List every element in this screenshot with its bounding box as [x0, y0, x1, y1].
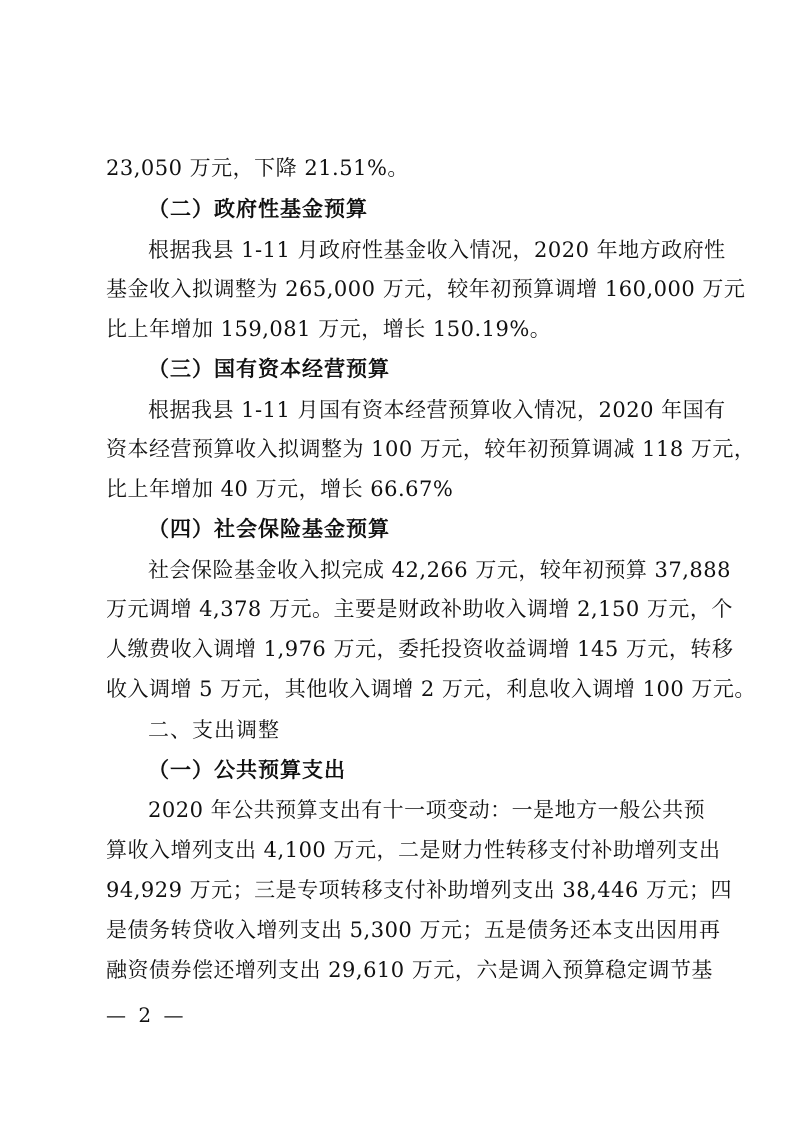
text-line: 根据我县 1-11 月国有资本经营预算收入情况，2020 年国有	[148, 398, 726, 422]
text-line: 融资债券偿还增列支出 29,610 万元，六是调入预算稳定调节基	[106, 958, 713, 982]
text-line: 人缴费收入调增 1,976 万元，委托投资收益调增 145 万元，转移	[106, 637, 734, 661]
text-line: 基金收入拟调整为 265,000 万元，较年初预算调增 160,000 万元	[106, 277, 746, 301]
text-line: 94,929 万元；三是专项转移支付补助增列支出 38,446 万元；四	[106, 878, 732, 902]
text-line: 2020 年公共预算支出有十一项变动：一是地方一般公共预	[148, 798, 706, 822]
text-line: 是债务转贷收入增列支出 5,300 万元；五是债务还本支出因用再	[106, 918, 721, 942]
text-line: 社会保险基金收入拟完成 42,266 万元，较年初预算 37,888	[148, 558, 731, 582]
text-line: 比上年增加 40 万元，增长 66.67%	[106, 477, 454, 501]
page-number: — 2 —	[106, 1003, 187, 1027]
section-heading: （三）国有资本经营预算	[148, 356, 390, 381]
text-line: 比上年增加 159,081 万元，增长 150.19%。	[106, 317, 552, 341]
text-line: 根据我县 1-11 月政府性基金收入情况，2020 年地方政府性	[148, 238, 726, 262]
section-heading: （四）社会保险基金预算	[148, 516, 390, 541]
section-heading: （二）政府性基金预算	[148, 196, 368, 221]
text-line: 资本经营预算收入拟调整为 100 万元，较年初预算调减 118 万元，	[106, 437, 756, 461]
text-line: 23,050 万元，下降 21.51%。	[106, 156, 409, 180]
text-line: 万元调增 4,378 万元。主要是财政补助收入调增 2,150 万元，个	[106, 597, 733, 621]
text-line: 收入调增 5 万元，其他收入调增 2 万元，利息收入调增 100 万元。	[106, 677, 756, 701]
section-heading: （一）公共预算支出	[148, 757, 346, 782]
section-heading: 二、支出调整	[148, 718, 280, 742]
text-line: 算收入增列支出 4,100 万元，二是财力性转移支付补助增列支出	[106, 838, 721, 862]
